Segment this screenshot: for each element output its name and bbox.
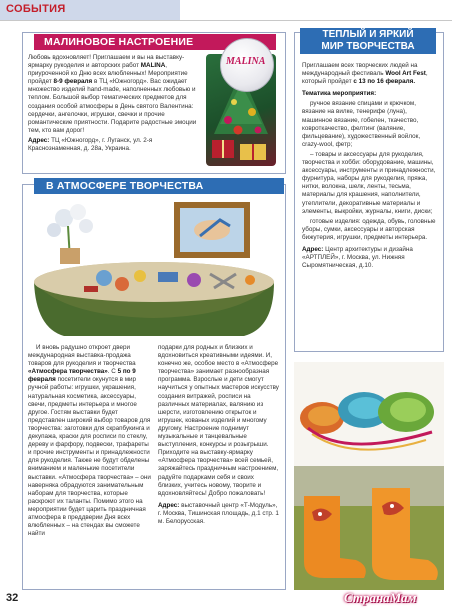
article-malina-lead-rest: , приуроченной ко Дню всех влюбленных! Мероприятие пройдет [28,62,188,86]
article-malina-address-label: Адрес: [28,136,50,144]
page-number: 32 [6,592,19,604]
article-woolfest-topics-3: готовые изделия: одежда, обувь, головные уборы, сумки, аксессуары и авторская бижутерия, игрушки, предметы интерьера. [302,217,436,241]
article-atmosphere-dates: 5 по 9 февраля [28,368,136,384]
article-malina-brand: MALINA [140,62,166,70]
article-atmosphere-col1 [28,344,152,540]
malina-logo-text: MALINA [226,56,266,67]
yarn-skeins-photo [294,362,444,466]
article-malina-lead: Любовь вдохновляет! Приглашаем и вы на выставку-ярмарку рукоделия и авторских работ [28,54,185,70]
article-atmosphere-address-label: Адрес: [158,501,180,509]
article-atmosphere-col1-lead: И вновь радушно откроет двери международная выставка-продажа товаров для рукоделия и творчества [28,344,136,368]
watermark-logo: СтранаМам [344,590,417,605]
article-atmosphere-col1-text: посетители окунутся в мир ручной работы: игрушки, украшения, натуральная косметика, аксессуары, свечи, предметы интерьера и многое другое. Гостям выставки будет представлен широкий выбор товаров для творчества: заготовки для скрапбукинга и декупажа, краски для росписи по стеклу, дереву и фарфору, подвески, трафареты и прочие инструменты и принадлежности для рукоделия. Также не будут обделены вниманием и маленькие посетители выставки. «Атмосфера творчества» – они наверняка обрадуются занимательным наборам для творчества, которые раскроют их таланты. Помимо этого на мероприятии будет царить праздничная атмосфера в преддверии Дня всех влюбленных – на стендах вы сможете найти [28,376,151,538]
article-atmosphere-col2 [158,344,280,528]
section-title: СОБЫТИЯ [6,3,66,15]
article-atmosphere-name: «Атмосфера творчества» [28,368,108,376]
article-woolfest-fest-name: Wool Art Fest [385,70,426,78]
article-atmosphere-col2-text: подарки для родных и близких и вдохновиться креативными идеями. И, конечно же, особое место в «Атмосфере творчества» занимает разнообразная программа. Взрослые и дети смогут научиться у опытных мастеров искусству создания витражей, росписи на различных материалах, валянию из шерсти, изготовлению открыток и игрушек, кованых изделий и многому другому. Настроение поднимут музыкальные и танцевальные выступления, конкурсы и розыгрыши. Приходите на выставку-ярмарку «Атмосфера творчества» всей семьей, заряжайтесь праздничным настроением, радуйте подарками себя и своих близких, учитесь новому, творите и вдохновляйтесь! Добро пожаловать! [158,344,279,497]
article-malina-body [28,54,204,155]
header-rule [0,20,452,21]
article-woolfest-intro-rest: , который пройдет [302,70,428,86]
felt-boots-photo [294,466,444,590]
article-woolfest-body [302,62,436,272]
article-woolfest-title-line2: МИР ТВОРЧЕСТВА [321,41,415,52]
article-atmosphere-title: В АТМОСФЕРЕ ТВОРЧЕСТВА [46,180,204,192]
article-woolfest-intro: Приглашаем всех творческих людей на международный фестиваль [302,62,418,78]
article-malina-dates: 8-9 февраля [53,78,93,86]
article-malina-text: в ТЦ «Южногорд». Вас ожидает множество изделий hand-made, наполненных любовью и теплом. Большой выбор тематических предметов для создания особой атмосферы в День святого Валентина: сердечки, ангелочки, игрушки, свечки и прочие романтические приятности. Подарите радостные эмоции тем, кто вам дорог! [28,78,197,134]
article-atmosphere-col1-b: . С [107,368,116,376]
article-woolfest-topics-2: – товары и аксессуары для рукоделия, творчества и хобби: оборудование, машины, аксессуары, инструменты и принадлежности, фурнитура, наборы для рукоделия, пряжа, нитки, волокна, шелк, ленты, тесьма, материалы для крашения, наполнители, утеплители, декоративные материалы и элементы, выкройки, журналы, книги, диски; [302,150,436,215]
article-woolfest-title-line1: ТЕПЛЫЙ И ЯРКИЙ [322,29,414,40]
article-malina-address: ТЦ «Южногорд», г. Луганск, ул. 2-я Краснознаменная, д. 28а, Украина. [28,136,153,153]
article-woolfest-address-label: Адрес: [302,245,324,253]
article-malina-title: МАЛИНОВОЕ НАСТРОЕНИЕ [44,36,194,48]
article-woolfest-topics-1: ручное вязание спицами и крючком, вязание на вилке, тенерифе (луна), машинное вязание, гобелен, ткачество, ковроткачество, фелтинг (валяние, фильцевание), художественный войлок, crazy-wool, фетр; [302,100,421,148]
craft-table-illustration [24,196,282,340]
article-woolfest-address: Центр архитектуры и дизайна «АРТПЛЕЙ», г. Москва, ул. Нижняя Сыромятническая, д.10. [302,245,413,270]
article-atmosphere-address: выставочный центр «Т-Модуль», г. Москва, Тишинская площадь, д.1 стр. 1 м. Белорусская. [158,501,279,525]
article-woolfest-dates: с 13 по 16 февраля. [353,78,416,86]
article-woolfest-topics-label: Тематика мероприятия: [302,90,377,98]
